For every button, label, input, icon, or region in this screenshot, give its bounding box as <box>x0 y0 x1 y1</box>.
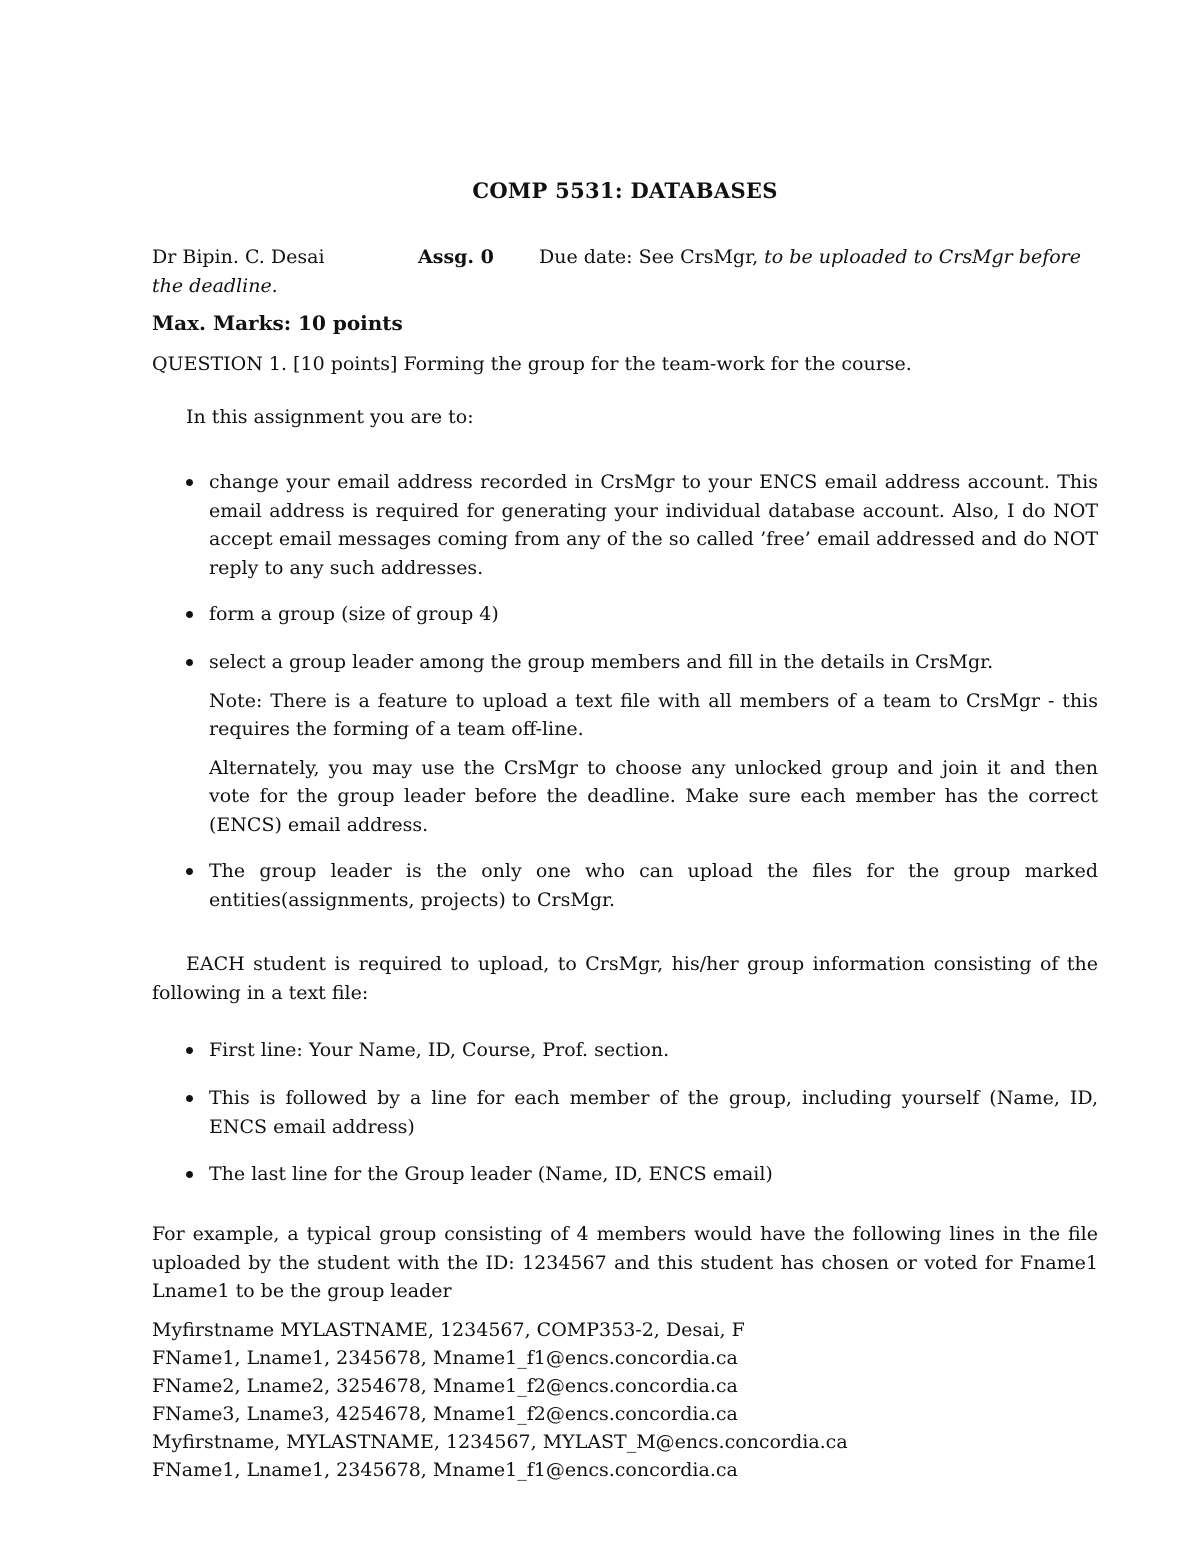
list-item-text: This is followed by a line for each member of the group, including yourself (Name, ID, ENCS email address) <box>209 1087 1098 1138</box>
due-date-note-1: to be uploaded to CrsMgr before <box>764 246 1082 268</box>
bullet-icon <box>186 611 193 618</box>
example-line: FName2, Lname2, 3254678, Mname1_f2@encs.concordia.ca <box>152 1375 738 1397</box>
example-line: FName3, Lname3, 4254678, Mname1_f2@encs.concordia.ca <box>152 1403 738 1425</box>
file-format-list-3 <box>152 1160 1098 1189</box>
example-file-lines <box>152 1316 1098 1484</box>
list-item <box>152 1084 1098 1141</box>
instruction-list-4 <box>152 857 1098 914</box>
list-item-text: change your email address recorded in CrsMgr to your ENCS email address account. This email address is required for generating your individual database account. Also, I do NOT accept email messages coming from any of the so called ’free’ email addressed and do NOT reply to any such addresses. <box>209 471 1098 579</box>
each-student-paragraph: EACH student is required to upload, to CrsMgr, his/her group information consisting of the following in a text file: <box>152 953 1098 1004</box>
instruction-list-3 <box>152 648 1098 839</box>
due-date-prefix: Due date: See CrsMgr, <box>539 246 765 268</box>
list-item <box>152 857 1098 914</box>
bullet-icon <box>186 479 193 486</box>
author-name: Dr Bipin. C. Desai <box>152 246 325 268</box>
list-item <box>152 1036 1098 1065</box>
due-date-note-2: the deadline. <box>152 274 278 297</box>
bullet-icon <box>186 659 193 666</box>
list-item <box>152 600 1098 629</box>
instruction-list-2 <box>152 600 1098 629</box>
file-format-list-2 <box>152 1084 1098 1141</box>
question-heading: QUESTION 1. [10 points] Forming the group for the team-work for the course. <box>152 353 912 375</box>
example-line: FName1, Lname1, 2345678, Mname1_f1@encs.concordia.ca <box>152 1347 738 1369</box>
assignment-header <box>152 243 1098 300</box>
bullet-icon <box>186 1047 193 1054</box>
assignment-number: Assg. 0 <box>418 246 494 268</box>
document-title: COMP 5531: DATABASES <box>472 178 778 203</box>
example-paragraph: For example, a typical group consisting of 4 members would have the following lines in the file uploaded by the student with the ID: 1234567 and this student has chosen or voted for Fname1 Lname1 to be the group leader <box>152 1223 1098 1302</box>
list-item-text: form a group (size of group 4) <box>209 603 499 625</box>
max-marks: Max. Marks: 10 points <box>152 311 403 335</box>
note-paragraph: Note: There is a feature to upload a text file with all members of a team to CrsMgr - this requires the forming of a team off-line. <box>209 689 1098 740</box>
list-item-text: First line: Your Name, ID, Course, Prof. section. <box>209 1039 670 1061</box>
list-item-text: The last line for the Group leader (Name, ID, ENCS email) <box>209 1163 773 1185</box>
list-item-text: select a group leader among the group members and fill in the details in CrsMgr. <box>209 651 994 673</box>
list-item <box>152 468 1098 582</box>
example-line: FName1, Lname1, 2345678, Mname1_f1@encs.concordia.ca <box>152 1459 738 1481</box>
alternate-paragraph: Alternately, you may use the CrsMgr to choose any unlocked group and join it and then vote for the group leader before the deadline. Make sure each member has the correct (ENCS) email address. <box>209 756 1098 836</box>
bullet-icon <box>186 1095 193 1102</box>
example-line: Myfirstname, MYLASTNAME, 1234567, MYLAST_M@encs.concordia.ca <box>152 1431 848 1453</box>
instruction-list-1 <box>152 468 1098 582</box>
intro-text: In this assignment you are to: <box>186 406 474 428</box>
bullet-icon <box>186 1171 193 1178</box>
list-item <box>152 648 1098 839</box>
document-page <box>152 0 1098 1553</box>
list-item <box>152 1160 1098 1189</box>
example-line: Myfirstname MYLASTNAME, 1234567, COMP353-2, Desai, F <box>152 1319 745 1341</box>
bullet-icon <box>186 868 193 875</box>
list-item-text: The group leader is the only one who can upload the files for the group marked entities(assignments, projects) to CrsMgr. <box>209 860 1098 911</box>
file-format-list-1 <box>152 1036 1098 1065</box>
